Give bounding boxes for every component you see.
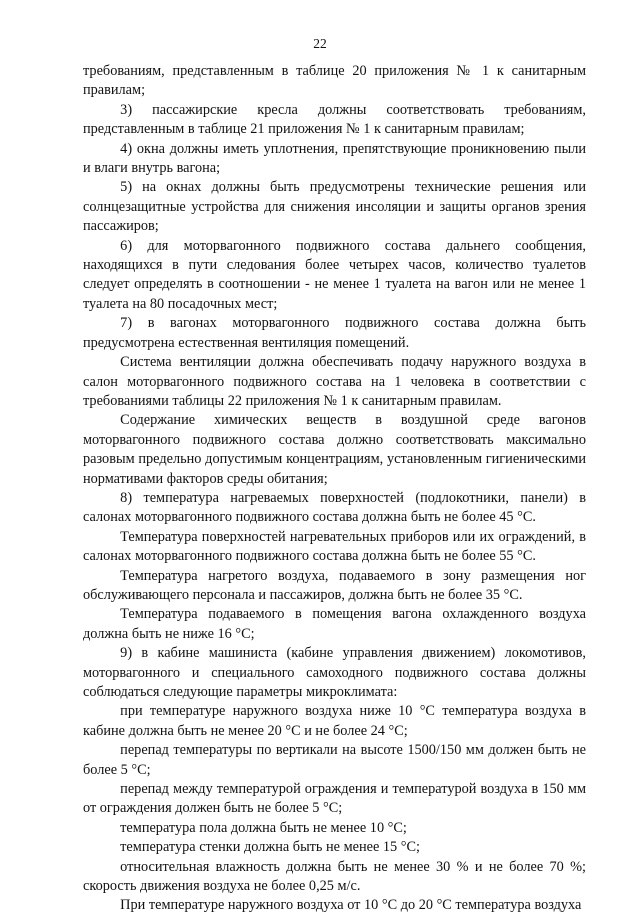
paragraph-17: температура пола должна быть не менее 10 °С;	[120, 819, 407, 836]
paragraph-3: 4) окна должны иметь уплотнения, препятствующие проникновению пыли и влаги внутрь вагона;	[83, 140, 586, 177]
paragraph-19: относительная влажность должна быть не менее 30 % и не более 70 %; скорость движения воздуха не более 0,25 м/с.	[83, 858, 586, 895]
paragraph-13: 9) в кабине машиниста (кабине управления движением) локомотивов, моторвагонного и специального самоходного подвижного состава должны соблюдаться следующие параметры микроклимата:	[83, 645, 586, 700]
paragraph-2: 3) пассажирские кресла должны соответствовать требованиям, представленным в таблице 21 приложения № 1 к санитарным правилам;	[83, 101, 586, 138]
paragraph-12: Температура подаваемого в помещения вагона охлажденного воздуха должна быть не ниже 16 °С;	[83, 606, 586, 642]
paragraph-6: 7) в вагонах моторвагонного подвижного состава должна быть предусмотрена естественная вентиляция помещений.	[83, 315, 586, 351]
paragraph-7: Система вентиляции должна обеспечивать подачу наружного воздуха в салон моторвагонного подвижного состава на 1 человека в соответствии с требованиями таблицы 22 приложения № 1 к санитарным правилам.	[83, 354, 586, 409]
page-number: 22	[313, 36, 327, 51]
paragraph-1: требованиям, представленным в таблице 20 приложения № 1 к санитарным правилам;	[83, 63, 586, 99]
paragraph-20: При температуре наружного воздуха от 10 °С до 20 °С температура воздуха	[120, 897, 582, 914]
paragraph-11: Температура нагретого воздуха, подаваемого в зону размещения ног обслуживающего персонала и пассажиров, должна быть не более 35 °С.	[83, 567, 586, 603]
paragraph-9: 8) температура нагреваемых поверхностей (подлокотники, панели) в салонах моторвагонного подвижного состава должна быть не более 45 °С.	[83, 489, 586, 526]
paragraph-18: температура стенки должна быть не менее 15 °С;	[120, 839, 420, 856]
paragraph-4: 5) на окнах должны быть предусмотрены технические решения или солнцезащитные устройства для снижения инсоляции и защиты органов зрения пассажиров;	[83, 179, 586, 235]
paragraph-14: при температуре наружного воздуха ниже 10 °С температура воздуха в кабине должна быть не менее 20 °С и не более 24 °С;	[83, 703, 586, 739]
document-body	[83, 62, 586, 916]
paragraph-16: перепад между температурой ограждения и температурой воздуха в 150 мм от ограждения должен быть не более 5 °С;	[83, 781, 586, 817]
paragraph-8: Содержание химических веществ в воздушной среде вагонов моторвагонного подвижного состава должно соответствовать максимально разовым предельно допустимым концентрациям, установленным гигиеническими нормативами факторов среды обитания;	[83, 412, 586, 487]
paragraph-15: перепад температуры по вертикали на высоте 1500/150 мм должен быть не более 5 °С;	[83, 742, 586, 778]
paragraph-10: Температура поверхностей нагревательных приборов или их ограждений, в салонах моторвагонного подвижного состава должна быть не более 55 °С.	[83, 528, 586, 565]
paragraph-5: 6) для моторвагонного подвижного состава дальнего сообщения, находящихся в пути следования более четырех часов, количество туалетов следует определять в соотношении - не менее 1 туалета на вагон или не менее 1 туалета на 80 посадочных мест;	[83, 237, 586, 312]
